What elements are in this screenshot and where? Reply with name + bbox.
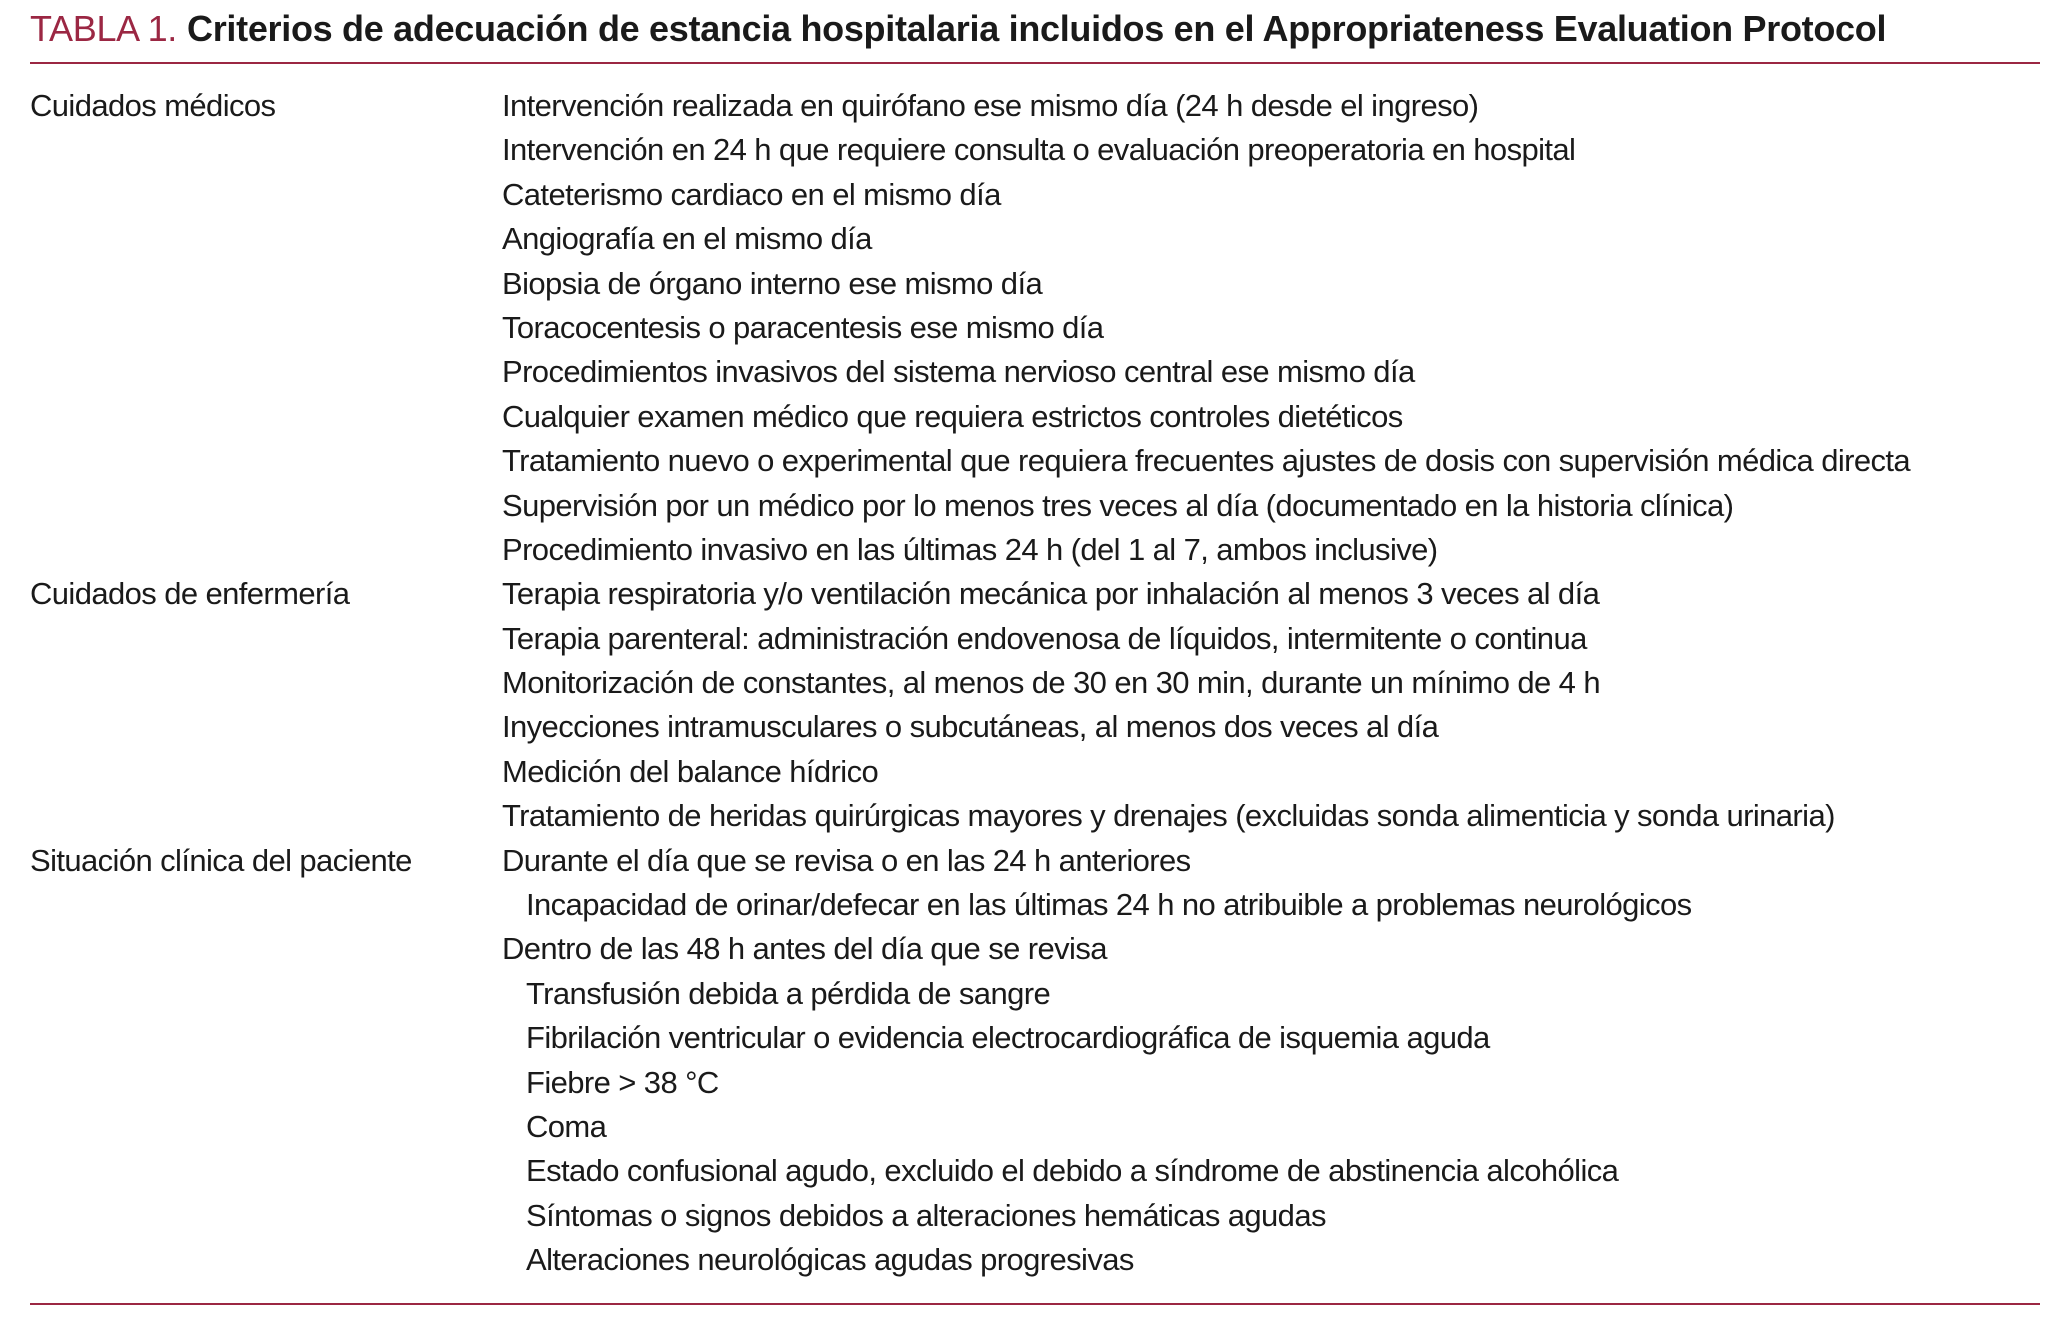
table-row <box>30 839 2040 883</box>
criterion-cell: Procedimientos invasivos del sistema nervioso central ese mismo día <box>502 354 1415 390</box>
table-row <box>30 572 2040 616</box>
category-cell: Situación clínica del paciente <box>30 842 412 878</box>
sub-criterion-cell: Estado confusional agudo, excluido el debido a síndrome de abstinencia alcohólica <box>526 1153 1619 1189</box>
table-caption <box>30 0 2040 58</box>
sub-criterion-cell: Alteraciones neurológicas agudas progresivas <box>526 1242 1134 1278</box>
criterion-cell: Intervención en 24 h que requiere consulta o evaluación preoperatoria en hospital <box>502 132 1576 168</box>
table-row <box>30 972 2040 1016</box>
sub-criterion-cell: Incapacidad de orinar/defecar en las últimas 24 h no atribuible a problemas neurológicos <box>526 887 1692 923</box>
table-row <box>30 306 2040 350</box>
criterion-cell: Angiografía en el mismo día <box>502 221 872 257</box>
criterion-cell: Tratamiento nuevo o experimental que requiera frecuentes ajustes de dosis con supervisión médica directa <box>502 443 1911 479</box>
criterion-cell: Procedimiento invasivo en las últimas 24 h (del 1 al 7, ambos inclusive) <box>502 531 1438 567</box>
table-label: TABLA 1. <box>30 8 178 49</box>
table-row <box>30 1238 2040 1282</box>
criterion-cell: Dentro de las 48 h antes del día que se revisa <box>502 931 1107 967</box>
sub-criterion-cell: Coma <box>526 1108 607 1144</box>
table-row <box>30 661 2040 705</box>
table-row <box>30 84 2040 128</box>
table-row <box>30 439 2040 483</box>
table-row <box>30 750 2040 794</box>
criterion-cell: Terapia respiratoria y/o ventilación mecánica por inhalación al menos 3 veces al día <box>502 576 1600 612</box>
table-row <box>30 1016 2040 1060</box>
sub-criterion-cell: Fiebre > 38 °C <box>526 1064 719 1100</box>
criterion-cell: Cualquier examen médico que requiera estrictos controles dietéticos <box>502 398 1403 434</box>
table-row <box>30 350 2040 394</box>
category-cell: Cuidados médicos <box>30 88 276 123</box>
table-row <box>30 705 2040 749</box>
criterion-cell: Toracocentesis o paracentesis ese mismo día <box>502 309 1104 345</box>
table-row <box>30 1105 2040 1149</box>
table-row <box>30 217 2040 261</box>
table-title: Criterios de adecuación de estancia hospitalaria incluidos en el Appropriateness Evaluation Protocol <box>187 8 1887 49</box>
table-body <box>30 64 2040 1283</box>
sub-criterion-cell: Fibrilación ventricular o evidencia electrocardiográfica de isquemia aguda <box>526 1020 1490 1056</box>
table-row <box>30 1194 2040 1238</box>
table-row <box>30 395 2040 439</box>
table-row <box>30 927 2040 971</box>
table-row <box>30 173 2040 217</box>
table-row <box>30 794 2040 838</box>
criterion-cell: Medición del balance hídrico <box>502 753 879 789</box>
category-cell: Cuidados de enfermería <box>30 576 350 612</box>
criterion-cell: Durante el día que se revisa o en las 24 h anteriores <box>502 842 1191 878</box>
bottom-rule <box>30 1303 2040 1305</box>
criterion-cell: Inyecciones intramusculares o subcutáneas, al menos dos veces al día <box>502 709 1439 745</box>
criterion-cell: Tratamiento de heridas quirúrgicas mayores y drenajes (excluidas sonda alimenticia y sonda urinaria) <box>502 798 1835 834</box>
criterion-cell: Supervisión por un médico por lo menos tres veces al día (documentado en la historia clínica) <box>502 487 1734 523</box>
table-row <box>30 484 2040 528</box>
table-row <box>30 617 2040 661</box>
table-row <box>30 883 2040 927</box>
table-row <box>30 1061 2040 1105</box>
table-row <box>30 128 2040 172</box>
criterion-cell: Intervención realizada en quirófano ese mismo día (24 h desde el ingreso) <box>502 88 1479 123</box>
criterion-cell: Cateterismo cardiaco en el mismo día <box>502 176 1001 212</box>
sub-criterion-cell: Transfusión debida a pérdida de sangre <box>526 975 1051 1011</box>
criterion-cell: Monitorización de constantes, al menos de 30 en 30 min, durante un mínimo de 4 h <box>502 665 1600 701</box>
table-container <box>30 0 2040 1305</box>
table-row <box>30 1149 2040 1193</box>
criterion-cell: Biopsia de órgano interno ese mismo día <box>502 265 1043 301</box>
criterion-cell: Terapia parenteral: administración endovenosa de líquidos, intermitente o continua <box>502 620 1587 656</box>
sub-criterion-cell: Síntomas o signos debidos a alteraciones hemáticas agudas <box>526 1197 1326 1233</box>
table-row <box>30 528 2040 572</box>
table-row <box>30 262 2040 306</box>
